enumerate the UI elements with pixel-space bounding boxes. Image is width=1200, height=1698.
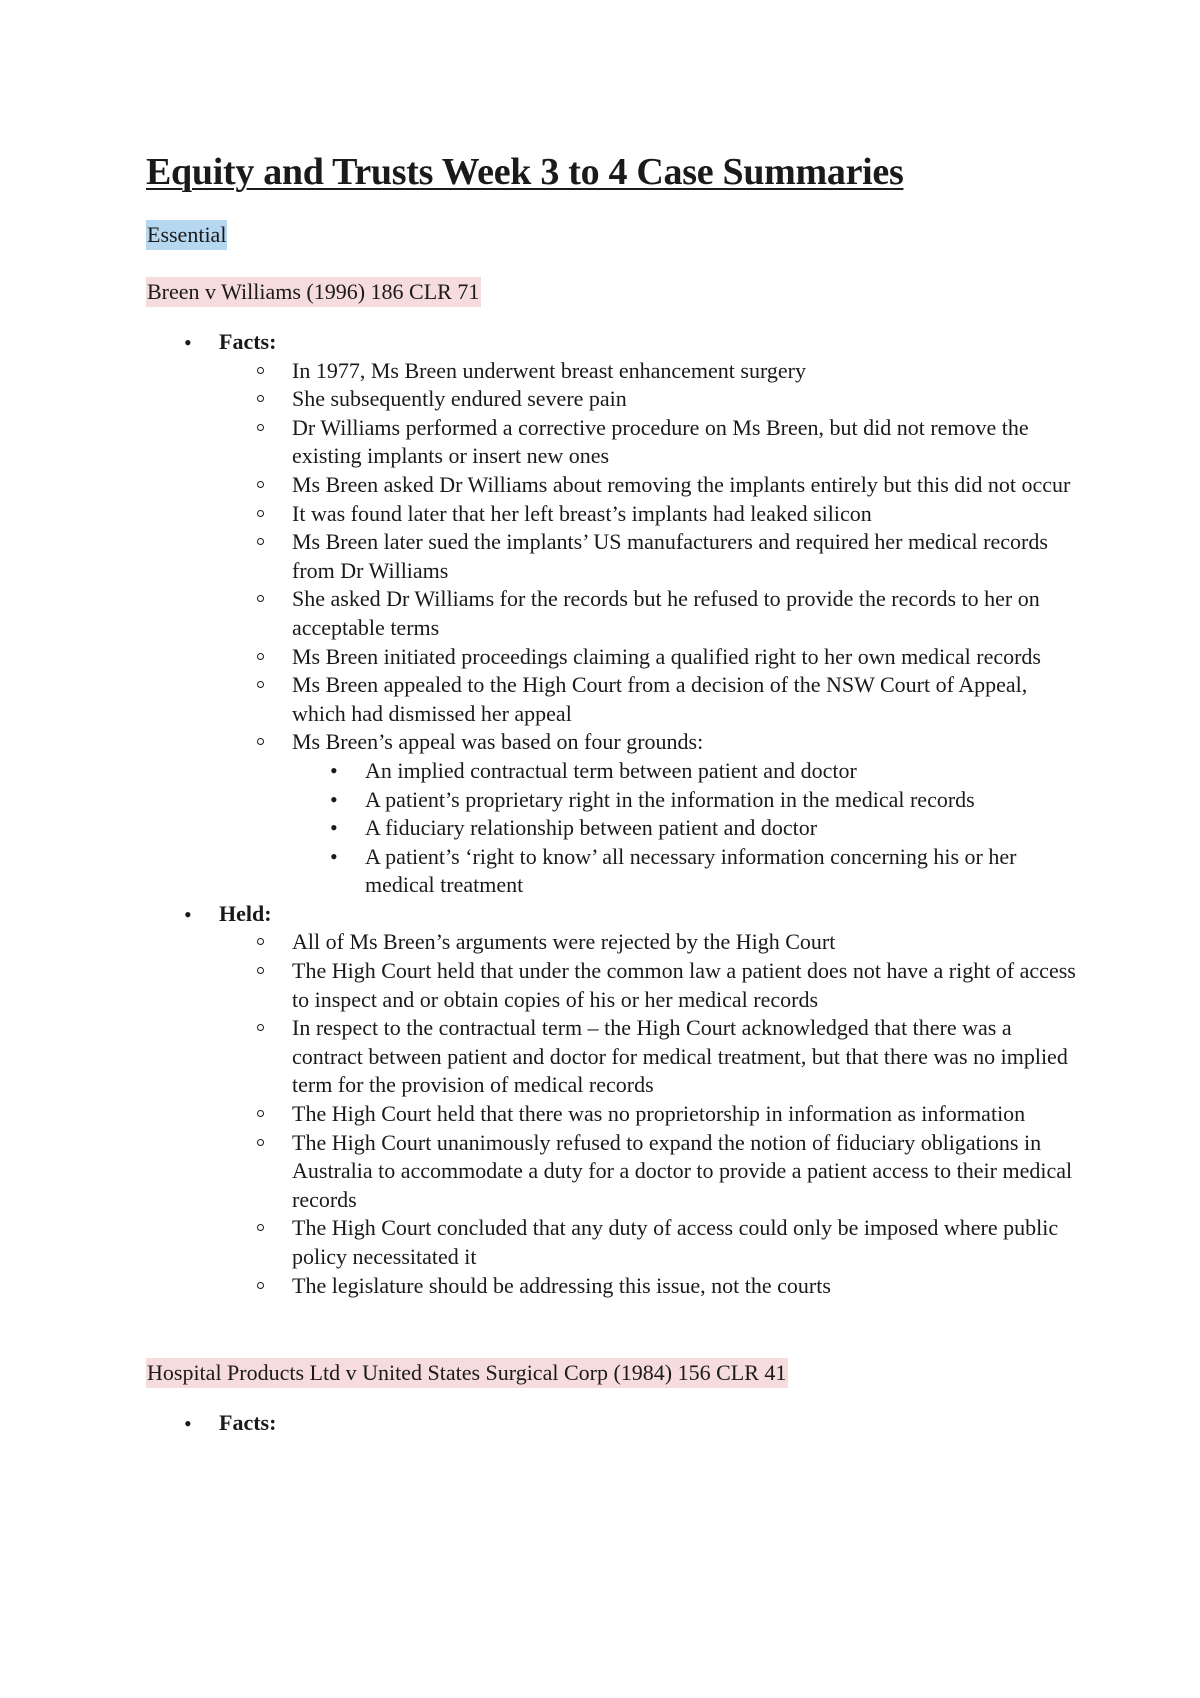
- facts-label: Facts:: [219, 329, 277, 354]
- circle-bullet-icon: [257, 595, 264, 602]
- essential-tag: Essential: [146, 220, 227, 250]
- circle-bullet-icon: [257, 738, 264, 745]
- fact-text: Ms Breen initiated proceedings claiming a qualified right to her own medical records: [292, 643, 1041, 669]
- held-point: [219, 1272, 1076, 1301]
- held-point: [219, 1214, 1076, 1271]
- fact-item: [219, 728, 1076, 900]
- circle-bullet-icon: [257, 653, 264, 660]
- fact-item: [219, 385, 1076, 414]
- ground-item: [292, 814, 1076, 843]
- fact-text: It was found later that her left breast’s implants had leaked silicon: [292, 500, 872, 526]
- held-point: [219, 957, 1076, 1014]
- fact-item: [219, 471, 1076, 500]
- fact-item: [219, 500, 1076, 529]
- fact-text: In 1977, Ms Breen underwent breast enhancement surgery: [292, 357, 806, 383]
- circle-bullet-icon: [257, 967, 264, 974]
- held-point: [219, 1100, 1076, 1129]
- facts-label: Facts:: [219, 1410, 277, 1436]
- held-point: [219, 928, 1076, 957]
- circle-bullet-icon: [257, 1024, 264, 1031]
- held-text: The High Court held that there was no proprietorship in information as information: [292, 1101, 1026, 1127]
- fact-item: [219, 357, 1076, 386]
- bullet-icon: •: [184, 1411, 192, 1437]
- fact-item: [219, 585, 1076, 642]
- circle-bullet-icon: [257, 938, 264, 945]
- fact-text: Ms Breen’s appeal was based on four grounds:: [292, 729, 704, 755]
- circle-bullet-icon: [257, 510, 264, 517]
- ground-item: [292, 843, 1076, 900]
- circle-bullet-icon: [257, 481, 264, 488]
- held-item: [146, 900, 1076, 1300]
- ground-item: [292, 757, 1076, 786]
- ground-item: [292, 786, 1076, 815]
- ground-text: An implied contractual term between patient and doctor: [365, 757, 857, 783]
- held-text: In respect to the contractual term – the High Court acknowledged that there was a contract between patient and doctor for medical treatment, but that there was no implied term for the provision of medical records: [292, 1015, 1068, 1098]
- section-spacer: [146, 1300, 1076, 1358]
- held-point: [219, 1129, 1076, 1215]
- circle-bullet-icon: [257, 538, 264, 545]
- held-text: All of Ms Breen’s arguments were rejected by the High Court: [292, 929, 836, 955]
- fact-text: She subsequently endured severe pain: [292, 386, 627, 412]
- case-outline: [146, 1409, 1076, 1438]
- facts-item: [146, 328, 1076, 900]
- circle-bullet-icon: [257, 1282, 264, 1289]
- facts-item: [146, 1409, 1076, 1438]
- fact-text: Dr Williams performed a corrective procedure on Ms Breen, but did not remove the existing implants or insert new ones: [292, 414, 1029, 469]
- circle-bullet-icon: [257, 424, 264, 431]
- bullet-icon: •: [184, 901, 192, 927]
- bullet-icon: •: [330, 815, 338, 841]
- case-heading: Breen v Williams (1996) 186 CLR 71: [146, 277, 481, 307]
- fact-item: [219, 414, 1076, 471]
- circle-bullet-icon: [257, 681, 264, 688]
- held-list: [219, 928, 1076, 1300]
- fact-text: Ms Breen appealed to the High Court from a decision of the NSW Court of Appeal, which had dismissed her appeal: [292, 672, 1028, 726]
- fact-item: [219, 643, 1076, 672]
- case-section: [146, 250, 1076, 1300]
- case-outline: [146, 328, 1076, 1300]
- bullet-icon: •: [184, 330, 192, 355]
- held-text: The legislature should be addressing this issue, not the courts: [292, 1272, 831, 1298]
- grounds-list: [292, 757, 1076, 900]
- document-title: Equity and Trusts Week 3 to 4 Case Summaries: [146, 151, 904, 193]
- bullet-icon: •: [330, 786, 338, 812]
- document-body: [146, 150, 1076, 1438]
- held-text: The High Court concluded that any duty of access could only be imposed where public policy necessitated it: [292, 1215, 1059, 1269]
- circle-bullet-icon: [257, 367, 264, 374]
- bullet-icon: •: [330, 843, 338, 869]
- ground-text: A fiduciary relationship between patient and doctor: [365, 815, 818, 841]
- fact-text: Ms Breen later sued the implants’ US manufacturers and required her medical records from Dr Williams: [292, 529, 1048, 583]
- case-heading: Hospital Products Ltd v United States Surgical Corp (1984) 156 CLR 41: [146, 1358, 788, 1388]
- bullet-icon: •: [330, 757, 338, 783]
- circle-bullet-icon: [257, 1110, 264, 1117]
- facts-list: [219, 357, 1076, 900]
- circle-bullet-icon: [257, 395, 264, 402]
- fact-text: Ms Breen asked Dr Williams about removing the implants entirely but this did not occur: [292, 471, 1071, 497]
- fact-item: [219, 528, 1076, 585]
- held-text: The High Court unanimously refused to expand the notion of fiduciary obligations in Australia to accommodate a duty for a doctor to provide a patient access to their medical records: [292, 1129, 1073, 1212]
- case-section: [146, 1358, 1076, 1438]
- held-point: [219, 1014, 1076, 1100]
- circle-bullet-icon: [257, 1139, 264, 1146]
- ground-text: A patient’s proprietary right in the information in the medical records: [365, 786, 975, 812]
- circle-bullet-icon: [257, 1224, 264, 1231]
- fact-text: She asked Dr Williams for the records but he refused to provide the records to her on acceptable terms: [292, 586, 1040, 640]
- held-text: The High Court held that under the common law a patient does not have a right of access to inspect and or obtain copies of his or her medical records: [292, 958, 1076, 1012]
- ground-text: A patient’s ‘right to know’ all necessary information concerning his or her medical treatment: [365, 843, 1017, 898]
- fact-item: [219, 671, 1076, 728]
- held-label: Held:: [219, 900, 272, 926]
